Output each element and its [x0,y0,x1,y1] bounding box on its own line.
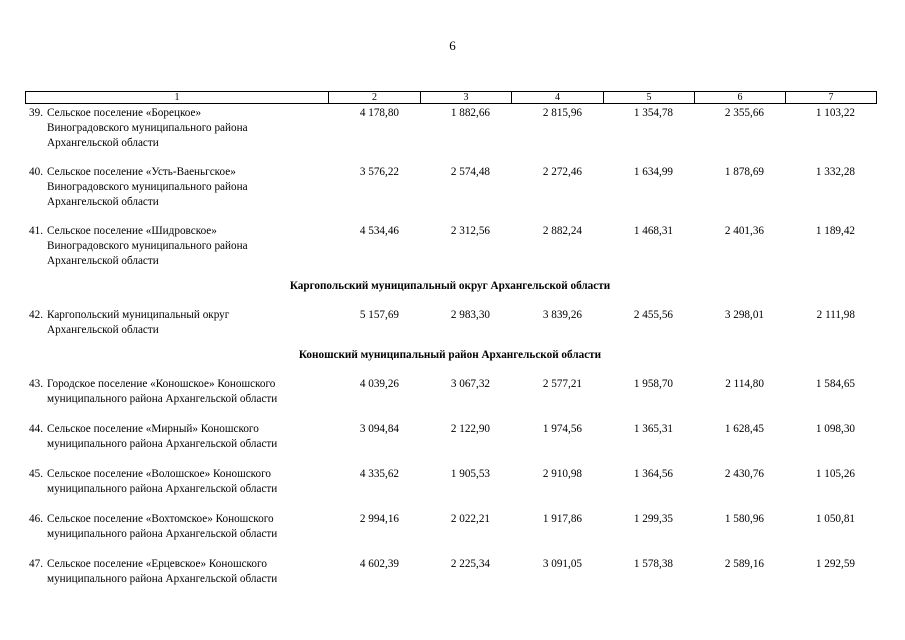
row-value: 2 882,24 [542,225,582,237]
row-value: 1 354,78 [633,107,673,119]
row-value: 1 974,56 [542,423,582,435]
header-cell-3: 3 [420,92,511,103]
header-cell-7: 7 [785,92,876,103]
section-heading: Каргопольский муниципальный округ Архангельской области [289,280,611,292]
table-row [25,224,875,269]
row-value: 1 098,30 [815,423,855,435]
row-number: 40. [29,166,43,178]
header-cell-2: 2 [328,92,420,103]
header-cell-4: 4 [511,92,603,103]
row-value: 1 878,69 [724,166,764,178]
row-value: 1 332,28 [815,166,855,178]
row-name: Сельское поселение «Борецкое» Виноградовского муниципального района Архангельской области [47,107,248,149]
row-value: 1 468,31 [633,225,673,237]
row-value: 2 577,21 [542,378,582,390]
row-value: 3 576,22 [359,166,399,178]
row-value: 2 114,80 [725,378,764,390]
table-row [25,512,875,542]
row-value: 4 602,39 [359,558,399,570]
row-number: 45. [29,468,43,480]
row-value: 2 272,46 [542,166,582,178]
row-value: 1 050,81 [815,513,855,525]
row-value: 1 299,35 [633,513,673,525]
row-name: Сельское поселение «Ерцевское» Коношского муниципального района Архангельской области [47,558,278,585]
row-value: 1 189,42 [815,225,855,237]
row-value: 4 039,26 [359,378,399,390]
table-row [25,467,875,497]
row-value: 2 455,56 [633,309,673,321]
row-value: 2 983,30 [450,309,490,321]
header-cell-1: 1 [174,92,180,103]
row-name: Сельское поселение «Шидровское» Виноградовского муниципального района Архангельской области [47,225,248,267]
row-number: 41. [29,225,43,237]
row-value: 2 122,90 [450,423,490,435]
row-number: 39. [29,107,43,119]
row-value: 1 105,26 [815,468,855,480]
row-value: 1 628,45 [724,423,764,435]
row-value: 3 298,01 [724,309,764,321]
row-name: Каргопольский муниципальный округ Архангельской области [47,309,230,336]
row-value: 2 111,98 [816,309,855,321]
table-row [25,557,875,587]
row-value: 4 534,46 [359,225,399,237]
row-value: 3 839,26 [542,309,582,321]
row-value: 1 905,53 [450,468,490,480]
row-number: 46. [29,513,43,525]
header-cell-5: 5 [603,92,694,103]
row-name: Сельское поселение «Мирный» Коношского муниципального района Архангельской области [47,423,278,450]
header-cell-6: 6 [694,92,785,103]
row-value: 1 584,65 [815,378,855,390]
table-row [25,308,875,338]
table-header [25,91,877,104]
row-value: 3 091,05 [542,558,582,570]
row-value: 2 994,16 [359,513,399,525]
row-value: 4 335,62 [359,468,399,480]
row-value: 2 589,16 [724,558,764,570]
table-row [25,422,875,452]
row-value: 1 365,31 [633,423,673,435]
row-value: 1 364,56 [633,468,673,480]
row-value: 2 401,36 [724,225,764,237]
row-value: 2 574,48 [450,166,490,178]
row-value: 5 157,69 [359,309,399,321]
row-value: 1 103,22 [815,107,855,119]
row-value: 2 910,98 [542,468,582,480]
row-value: 2 312,56 [450,225,490,237]
row-name: Сельское поселение «Усть-Ваеньгское» Виноградовского муниципального района Архангельской области [47,166,248,208]
row-value: 2 355,66 [724,107,764,119]
row-number: 43. [29,378,43,390]
row-name: Сельское поселение «Волошское» Коношского муниципального района Архангельской области [47,468,278,495]
page-number: 6 [449,38,456,53]
row-number: 42. [29,309,43,321]
row-value: 1 917,86 [542,513,582,525]
row-value: 4 178,80 [359,107,399,119]
row-value: 1 292,59 [815,558,855,570]
table-row [25,165,875,210]
table-row [25,377,875,407]
row-number: 47. [29,558,43,570]
row-value: 1 634,99 [633,166,673,178]
row-value: 2 022,21 [450,513,490,525]
row-value: 2 430,76 [724,468,764,480]
row-value: 1 580,96 [724,513,764,525]
row-value: 1 882,66 [450,107,490,119]
row-value: 1 958,70 [633,378,673,390]
row-name: Сельское поселение «Вохтомское» Коношского муниципального района Архангельской области [47,513,278,540]
row-value: 1 578,38 [633,558,673,570]
row-name: Городское поселение «Коношское» Коношского муниципального района Архангельской области [47,378,278,405]
row-value: 2 815,96 [542,107,582,119]
row-value: 2 225,34 [450,558,490,570]
row-value: 3 094,84 [359,423,399,435]
row-number: 44. [29,423,43,435]
row-value: 3 067,32 [450,378,490,390]
table-row [25,106,875,151]
section-heading: Коношский муниципальный район Архангельской области [298,349,602,361]
